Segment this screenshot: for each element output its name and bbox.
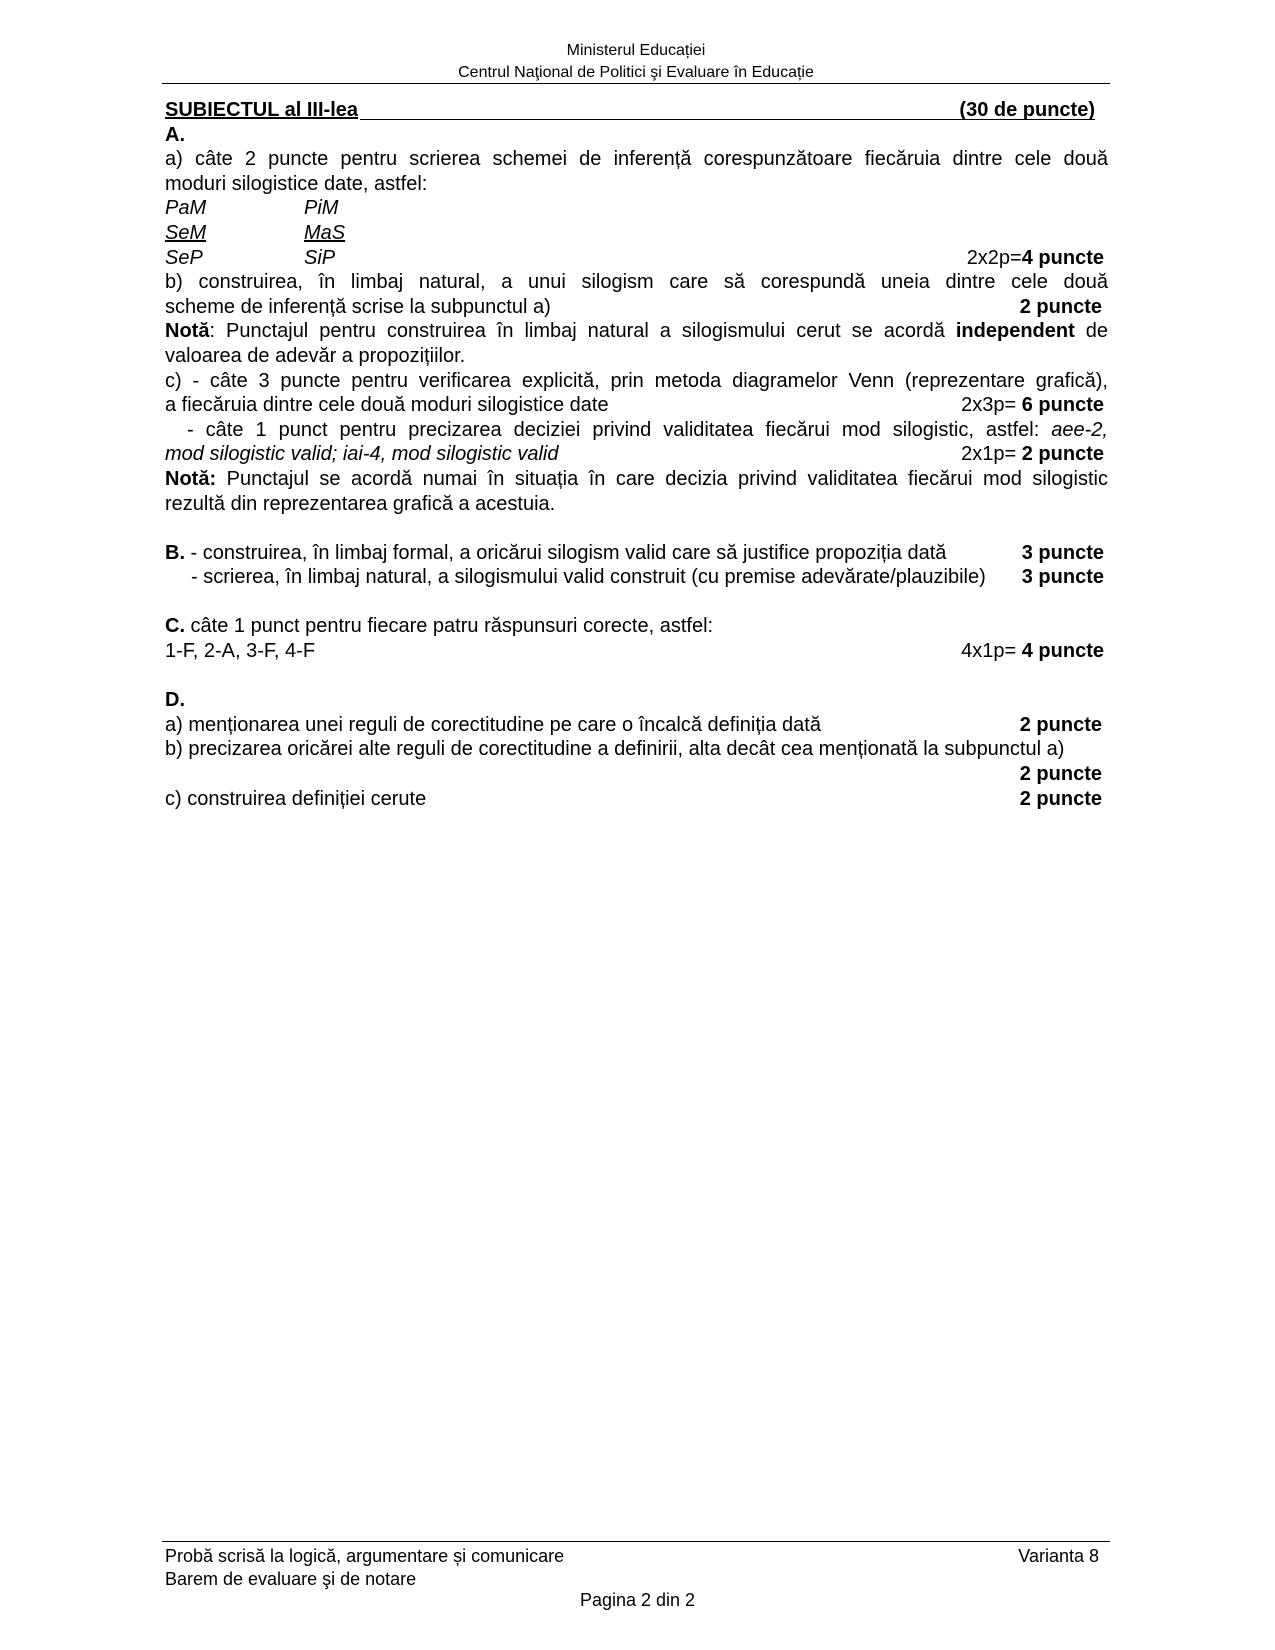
note-2-line2: rezultă din reprezentarea grafică a acestuia. bbox=[165, 492, 556, 515]
score-c: 4x1p= 4 puncte bbox=[961, 640, 1104, 663]
page-header bbox=[162, 40, 1110, 84]
section-a-label: A. bbox=[165, 123, 185, 146]
scheme-row-2 bbox=[165, 221, 1108, 246]
note-1-line2: valoarea de adevăr a propozițiilor. bbox=[165, 344, 466, 367]
subject-points: (30 de puncte) bbox=[959, 99, 1095, 121]
page-number: Pagina 2 din 2 bbox=[579, 1590, 696, 1610]
scheme-conclusion-a: SeP bbox=[165, 246, 203, 269]
footer-exam-title: Probă scrisă la logică, argumentare și comunicare bbox=[165, 1546, 565, 1566]
section-a-item-c-line1: c) - câte 3 puncte pentru verificarea explicită, prin metoda diagramelor Venn (reprezentare grafică), bbox=[165, 369, 1108, 392]
subject-title: SUBIECTUL al III-lea bbox=[165, 99, 359, 121]
score-a-c2: 2x1p= 2 puncte bbox=[961, 443, 1104, 466]
page-footer bbox=[165, 1545, 1103, 1591]
section-d-item-b-score-row bbox=[165, 762, 1108, 787]
header-ministry: Ministerul Educației bbox=[566, 42, 706, 59]
footer-divider bbox=[162, 1541, 1110, 1542]
section-a-item-c-line4: mod silogistic valid; iai-4, mod silogistic valid 2x1p= 2 puncte bbox=[165, 443, 1104, 466]
section-d-item-c: c) construirea definiției cerute 2 puncte bbox=[165, 787, 1102, 810]
section-a-item-b-line2: scheme de inferență scrise la subpunctul a) 2 puncte bbox=[165, 295, 1102, 318]
section-d-item-a: a) menționarea unei reguli de corectitudine pe care o încalcă definiția dată 2 puncte bbox=[165, 713, 1102, 736]
section-b-label: B. bbox=[165, 541, 185, 564]
score-a-a: 2x2p=4 puncte bbox=[966, 246, 1104, 269]
section-c-line2: 1-F, 2-A, 3-F, 4-F 4x1p= 4 puncte bbox=[165, 640, 1104, 663]
note-2-line1: Notă: Punctajul se acordă numai în situația în care decizia privind validitatea fiecărui mod silogistic bbox=[165, 467, 1108, 490]
header-center: Centrul Naţional de Politici şi Evaluare în Educație bbox=[458, 64, 814, 81]
score-a-c1: 2x3p= 6 puncte bbox=[961, 394, 1104, 417]
score-d-b: 2 puncte bbox=[1019, 763, 1102, 786]
document-body bbox=[165, 98, 1108, 811]
scheme-premise-2b: MaS bbox=[304, 221, 346, 244]
score-a-b: 2 puncte bbox=[1019, 295, 1102, 318]
section-b-line2: - scrierea, în limbaj natural, a silogismului valid construit (cu premise adevărate/plauzibile) 3 puncte bbox=[191, 566, 1104, 589]
section-a-item-a-line1: a) câte 2 puncte pentru scrierea schemei de inferență corespunzătoare fiecăruia dintre cele două bbox=[165, 148, 1108, 171]
section-d-label: D. bbox=[165, 689, 185, 712]
scheme-premise-1a: PaM bbox=[165, 197, 207, 220]
section-a-item-a-line2: moduri silogistice date, astfel: bbox=[165, 172, 428, 195]
score-d-a: 2 puncte bbox=[1019, 713, 1102, 736]
section-b-line1: B. - construirea, în limbaj formal, a oricărui silogism valid care să justifice propoziția dată 3 puncte bbox=[165, 541, 1104, 564]
section-a-item-c-line2: a fiecăruia dintre cele două moduri silogistice date 2x3p= 6 puncte bbox=[165, 394, 1104, 417]
scheme-row-3 bbox=[165, 246, 1108, 271]
header-divider bbox=[162, 83, 1110, 84]
footer-barem: Barem de evaluare şi de notare bbox=[165, 1569, 417, 1589]
section-c-label: C. bbox=[165, 615, 185, 638]
footer-variant: Varianta 8 bbox=[1018, 1546, 1099, 1566]
scheme-row-1 bbox=[165, 196, 1108, 221]
scheme-premise-2a: SeM bbox=[165, 221, 207, 244]
section-d-item-b: b) precizarea oricărei alte reguli de corectitudine a definirii, alta decât cea menționată la subpunctul a) bbox=[165, 738, 1065, 761]
section-c-line1: C. câte 1 punct pentru fiecare patru răspunsuri corecte, astfel: bbox=[165, 615, 714, 638]
score-d-c: 2 puncte bbox=[1019, 787, 1102, 810]
scheme-conclusion-b: SiP bbox=[304, 246, 336, 269]
scheme-premise-1b: PiM bbox=[304, 197, 339, 220]
score-b1: 3 puncte bbox=[1021, 541, 1104, 564]
note-1-line1: Notă: Punctajul pentru construirea în limbaj natural a silogismului cerut se acordă independent de bbox=[165, 320, 1108, 343]
section-a-item-c-line3: - câte 1 punct pentru precizarea deciziei privind validitatea fiecărui mod silogistic, astfel: aee-2, bbox=[187, 418, 1108, 441]
section-a-item-b-line1: b) construirea, în limbaj natural, a unui silogism care să corespundă uneia dintre cele două bbox=[165, 271, 1108, 294]
score-b2: 3 puncte bbox=[1021, 566, 1104, 589]
subject-title-row bbox=[165, 98, 1108, 123]
